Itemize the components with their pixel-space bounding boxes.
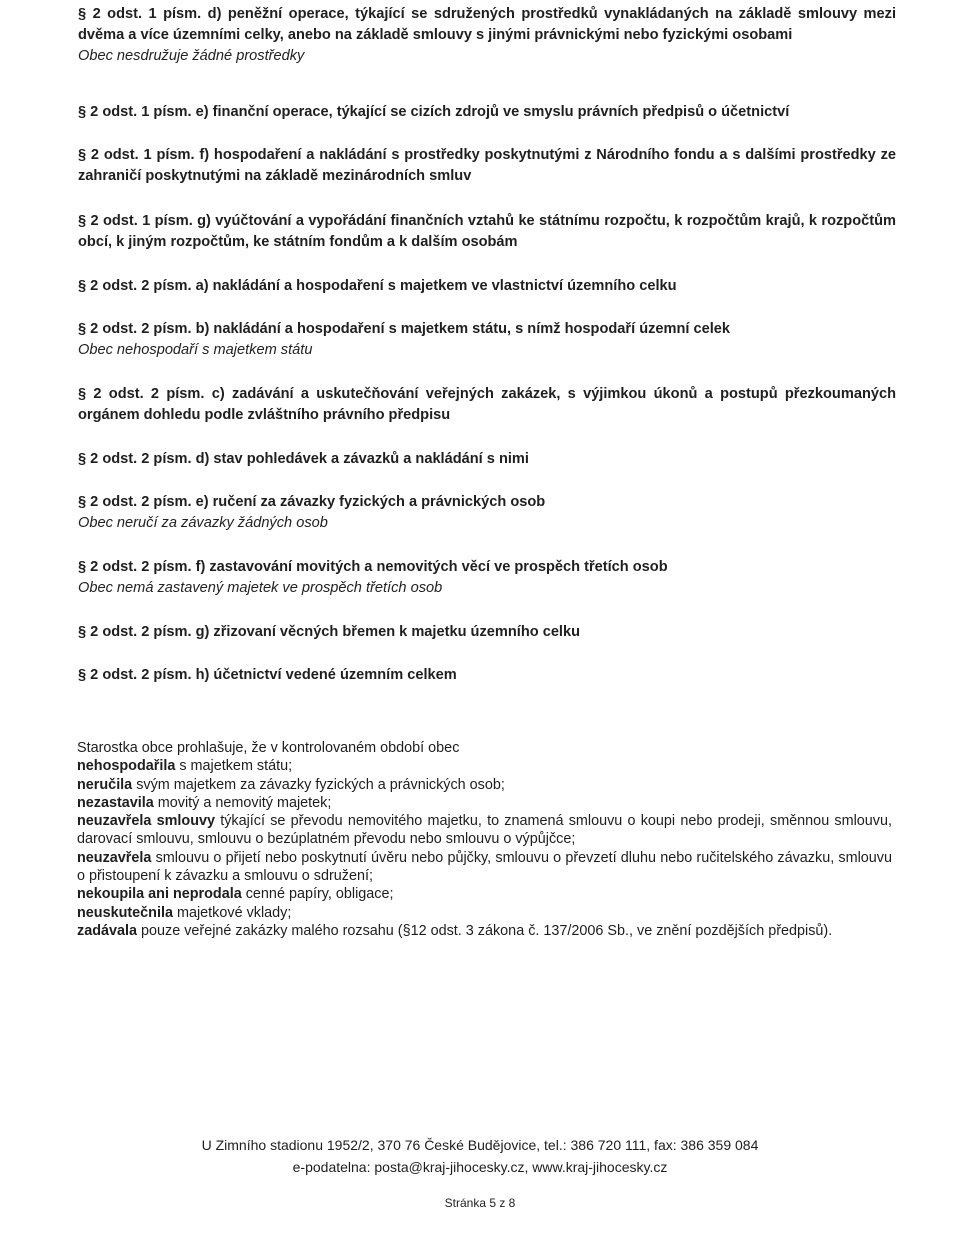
section-heading: § 2 odst. 2 písm. c) zadávání a uskutečňování veřejných zakázek, s výjimkou úkonů a postupů přezkoumaných orgánem dohledu podle zvláštního právního předpisu (78, 386, 896, 423)
statement-item-text: movitý a nemovitý majetek; (153, 794, 332, 811)
statement-item-bold: neuzavřela smlouvy (77, 813, 215, 830)
section-item (78, 557, 896, 622)
footer-address-block (0, 1134, 960, 1178)
section-item (78, 276, 896, 319)
statement-item-text: cenné papíry, obligace; (241, 886, 394, 903)
statement-item-text: majetkové vklady; (172, 904, 292, 921)
statement-item-text: smlouvu o přijetí nebo poskytnutí úvěru nebo půjčky, smlouvu o převzetí dluhu nebo ručitelského závazku, smlouvu o přistoupení k závazku a smlouvu o sdružení; (77, 849, 892, 885)
section-item (78, 319, 896, 384)
section-item (78, 492, 896, 557)
statement-intro: Starostka obce prohlašuje, že v kontrolovaném období obec (77, 740, 460, 756)
statement-item-bold: neuskutečnila (77, 904, 173, 921)
section-note: Obec nesdružuje žádné prostředky (78, 48, 305, 64)
statement-item (77, 904, 892, 922)
section-heading: § 2 odst. 2 písm. b) nakládání a hospodaření s majetkem státu, s nímž hospodaří územní celek (78, 321, 731, 337)
section-heading: § 2 odst. 1 písm. f) hospodaření a nakládání s prostředky poskytnutými z Národního fondu a s dalšími prostředky ze zahraničí poskytnutými na základě mezinárodních smluv (78, 147, 896, 184)
section-heading: § 2 odst. 2 písm. e) ručení za závazky fyzických a právnických osob (78, 494, 546, 510)
statement-item-text: týkající se převodu nemovitého majetku, to znamená smlouvu o koupi nebo prodeji, směnnou smlouvu, darovací smlouvu, smlouvu o bezúplatném převodu nebo smlouvu o výpůjčce; (77, 813, 892, 848)
section-heading: § 2 odst. 2 písm. g) zřizovaní věcných břemen k majetku územního celku (78, 624, 581, 640)
section-item (78, 622, 896, 665)
section-heading: § 2 odst. 2 písm. a) nakládání a hospodaření s majetkem ve vlastnictví územního celku (78, 278, 677, 294)
statement-item (77, 849, 892, 886)
section-note: Obec nehospodaří s majetkem státu (78, 342, 313, 358)
section-note: Obec neručí za závazky žádných osob (78, 515, 328, 531)
section-item (78, 145, 896, 211)
section-item (78, 102, 896, 145)
statement-item-bold: nehospodařila (77, 758, 176, 775)
statement-item (77, 885, 892, 903)
statement-item-bold: nekoupila ani neprodala (77, 886, 242, 903)
statement-item (77, 922, 892, 940)
statement-item (77, 794, 892, 812)
statement-item-bold: neručila (77, 776, 133, 793)
section-note: Obec nemá zastavený majetek ve prospěch třetích osob (78, 580, 443, 596)
mayor-statement (77, 739, 892, 940)
section-heading: § 2 odst. 1 písm. g) vyúčtování a vypořádání finančních vztahů ke státnímu rozpočtu, k rozpočtům krajů, k rozpočtům obcí, k jiným rozpočtům, ke státním fondům a k dalším osobám (78, 213, 896, 250)
footer-contact: e-podatelna: posta@kraj-jihocesky.cz, www.kraj-jihocesky.cz (292, 1159, 668, 1175)
section-heading: § 2 odst. 2 písm. f) zastavování movitých a nemovitých věcí ve prospěch třetích osob (78, 559, 668, 575)
statement-item (77, 776, 892, 794)
footer-address: U Zimního stadionu 1952/2, 370 76 České Budějovice, tel.: 386 720 111, fax: 386 359 084 (201, 1137, 759, 1153)
section-item (78, 665, 896, 695)
statement-item-bold: neuzavřela (77, 849, 152, 866)
page-number: Stránka 5 z 8 (444, 1196, 516, 1210)
section-item (78, 449, 896, 492)
section-item (78, 4, 896, 102)
statement-item-text: svým majetkem za závazky fyzických a právnických osob; (132, 776, 505, 793)
review-sections (78, 4, 896, 695)
section-heading: § 2 odst. 2 písm. d) stav pohledávek a závazků a nakládání s nimi (78, 451, 529, 467)
section-heading: § 2 odst. 1 písm. d) peněžní operace, týkající se sdružených prostředků vynakládaných na základě smlouvy mezi dvěma a více územními celky, anebo na základě smlouvy s jinými právnickými nebo fyzickými osobami (78, 6, 896, 43)
statement-item-bold: nezastavila (77, 794, 154, 811)
statement-item-bold: zadávala (77, 922, 138, 939)
statement-item (77, 812, 892, 849)
statement-item (77, 757, 892, 775)
statement-item-text: s majetkem státu; (175, 758, 293, 775)
section-item (78, 384, 896, 449)
section-heading: § 2 odst. 1 písm. e) finanční operace, týkající se cizích zdrojů ve smyslu právních předpisů o účetnictví (78, 104, 790, 120)
section-item (78, 211, 896, 276)
section-heading: § 2 odst. 2 písm. h) účetnictví vedené územním celkem (78, 667, 457, 683)
statement-item-text: pouze veřejné zakázky malého rozsahu (§12 odst. 3 zákona č. 137/2006 Sb., ve znění pozdějších předpisů). (137, 922, 833, 939)
